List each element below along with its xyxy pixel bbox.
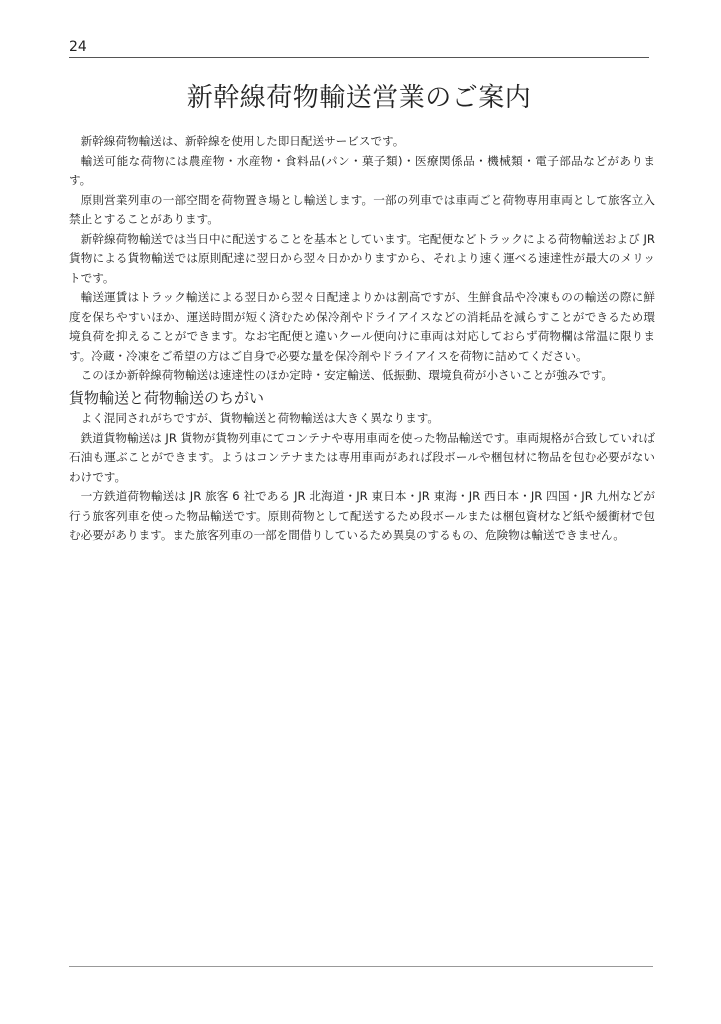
- freight-vs-parcel-section: [69, 388, 655, 546]
- intro-paragraph-3: 原則営業列車の一部空間を荷物置き場とし輸送します。一部の列車では車両ごと荷物専用車両として旅客立入禁止とすることがあります。: [69, 192, 655, 226]
- document-title: 新幹線荷物輸送営業のご案内: [186, 83, 532, 113]
- intro-paragraph-4: 新幹線荷物輸送では当日中に配送することを基本としています。宅配便などトラックによる荷物輸送および JR 貨物による貨物輸送では原則配達に翌日から翌々日かかりますから、それより速く運べる速達性が最大のメリットです。: [69, 231, 655, 285]
- section-heading: 貨物輸送と荷物輸送のちがい: [69, 389, 265, 407]
- intro-section: [69, 132, 655, 386]
- intro-paragraph-2: 輸送可能な荷物には農産物・水産物・食料品(パン・菓子類)・医療関係品・機械類・電子部品などがあります。: [69, 153, 655, 187]
- intro-paragraph-5: 輸送運賃はトラック輸送による翌日から翌々日配達よりかは割高ですが、生鮮食品や冷凍ものの輸送の際に鮮度を保ちやすいほか、運送時間が短く済むため保冷剤やドライアイスなどの消耗品を減らすことができるため環境負荷を抑えることができます。なお宅配便と違いクール便向けに車両は対応しておらず荷物欄は常温に限ります。冷蔵・冷凍をご希望の方はご自身で必要な量を保冷剤やドライアイスを荷物に詰めてください。: [69, 290, 655, 363]
- footer-rule: [69, 966, 653, 967]
- page-number: 24: [69, 39, 87, 55]
- section-paragraph-2: 鉄道貨物輸送は JR 貨物が貨物列車にてコンテナや専用車両を使った物品輸送です。車両規格が合致していれば石油も運ぶことができます。ようはコンテナまたは専用車両があれば段ボールや梱包材に物品を包む必要がないわけです。: [69, 430, 656, 484]
- section-paragraph-1: よく混同されがちですが、貨物輸送と荷物輸送は大きく異なります。: [80, 411, 439, 425]
- header-rule: [69, 57, 649, 58]
- section-paragraph-3: 一方鉄道荷物輸送は JR 旅客 6 社である JR 北海道・JR 東日本・JR 東海・JR 西日本・JR 四国・JR 九州などが行う旅客列車を使った物品輸送です。原則荷物として配送するため段ボールまたは梱包資材など紙や緩衝材で包む必要があります。また旅客列車の一部を間借りしているため異臭のするもの、危険物は輸送できません。: [69, 489, 655, 542]
- intro-paragraph-1: 新幹線荷物輸送は、新幹線を使用した即日配送サービスです。: [80, 134, 405, 148]
- intro-paragraph-6: このほか新幹線荷物輸送は速達性のほか定時・安定輸送、低振動、環境負荷が小さいことが強みです。: [80, 368, 613, 382]
